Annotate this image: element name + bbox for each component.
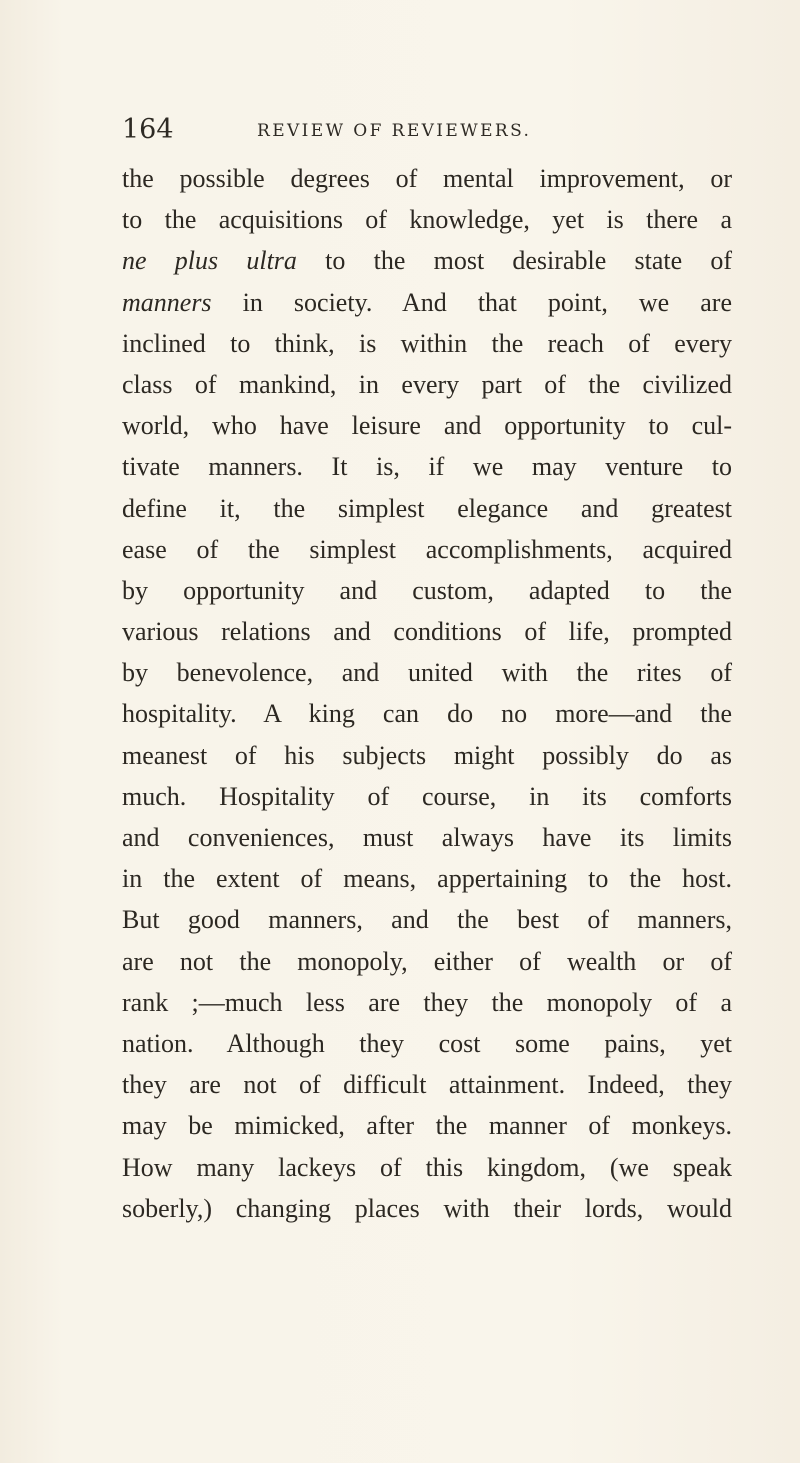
text-line: world, who have leisure and opportunity to cul- — [122, 411, 732, 441]
text-line: to the acquisitions of knowledge, yet is there a — [122, 205, 732, 235]
text-line: meanest of his subjects might possibly do as — [122, 740, 732, 770]
running-title: REVIEW OF REVIEWERS. — [257, 121, 532, 141]
text-line: nation. Although they cost some pains, yet — [122, 1028, 732, 1058]
text-line: various relations and conditions of life, prompted — [122, 617, 732, 647]
italic-phrase: manners — [122, 287, 212, 317]
text-line: rank ;—much less are they the monopoly of a — [122, 987, 732, 1017]
text-line: hospitality. A king can do no more—and the — [122, 699, 732, 729]
text-line: much. Hospitality of course, in its comforts — [122, 781, 732, 811]
text-line: ease of the simplest accomplishments, acquired — [122, 534, 732, 564]
text-line: inclined to think, is within the reach of every — [122, 328, 732, 358]
italic-phrase: ne plus ultra — [122, 246, 297, 276]
text-line: are not the monopoly, either of wealth or of — [122, 946, 732, 976]
text-line: in the extent of means, appertaining to the host. — [122, 864, 732, 894]
text-line: class of mankind, in every part of the civilized — [122, 369, 732, 399]
running-head — [122, 112, 682, 152]
text-line: But good manners, and the best of manners, — [122, 905, 732, 935]
text-line: the possible degrees of mental improvement, or — [122, 164, 732, 193]
text-line: by benevolence, and united with the rites of — [122, 658, 732, 688]
page-number: 164 — [122, 114, 174, 145]
text-line: tivate manners. It is, if we may venture to — [122, 452, 732, 482]
text-line: they are not of difficult attainment. Indeed, they — [122, 1070, 732, 1100]
text-line: may be mimicked, after the manner of monkeys. — [122, 1111, 732, 1141]
text-line: manners in society. And that point, we are — [122, 287, 732, 317]
text-line: How many lackeys of this kingdom, (we speak — [122, 1152, 732, 1182]
text-line: and conveniences, must always have its limits — [122, 823, 732, 852]
text-line: by opportunity and custom, adapted to the — [122, 575, 732, 605]
body-text — [122, 158, 732, 1229]
text-line: define it, the simplest elegance and greatest — [122, 493, 732, 523]
text-line: ne plus ultra to the most desirable state of — [122, 246, 733, 276]
text-line: soberly,) changing places with their lords, would — [122, 1193, 732, 1223]
